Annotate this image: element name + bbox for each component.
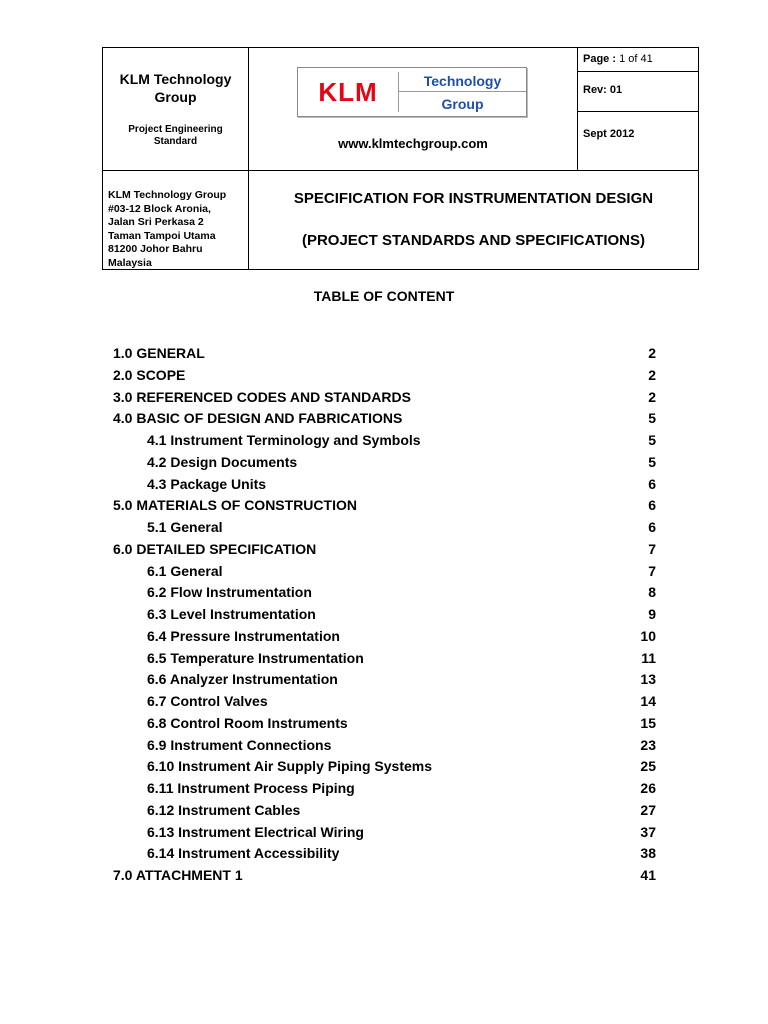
company-name-line2: Group [154,89,197,105]
toc-entry-page: 26 [640,780,656,796]
address-line: Jalan Sri Perkasa 2 [108,216,204,228]
toc-entry-label: 4.1 Instrument Terminology and Symbols [147,432,421,448]
toc-entry [0,541,768,563]
toc-entry-label: 6.11 Instrument Process Piping [147,780,355,796]
toc-entry-page: 23 [640,736,656,753]
toc-entry [0,628,768,650]
standard-type-line1: Project Engineering [128,124,223,135]
toc-entry-label: 6.5 Temperature Instrumentation [147,649,364,666]
toc-entry-label: 6.1 General [147,562,223,579]
toc-entry-label: 6.3 Level Instrumentation [147,606,316,622]
logo-group-text: Group [441,95,484,112]
toc-entry-label: 6.9 Instrument Connections [147,736,332,753]
toc-heading: TABLE OF CONTENT [313,288,455,304]
toc-entry [0,824,768,846]
toc-entry [0,715,768,737]
toc-entry [0,584,768,606]
logo-klm-text: KLM [318,76,378,107]
company-name-line1: KLM Technology [119,71,232,87]
toc-entry-page: 6 [648,519,656,535]
toc-entry [0,758,768,780]
address-line: 81200 Johor Bahru [108,243,203,255]
document-header-table [102,47,699,270]
toc-entry [0,845,768,867]
address-line: Taman Tampoi Utama [108,229,216,242]
header-divider-meta1 [578,71,698,72]
toc-entry-label: 6.13 Instrument Electrical Wiring [147,823,364,840]
page-number [583,53,653,65]
toc-entry-page: 41 [640,867,656,883]
toc-entry [0,410,768,432]
toc-entry-label: 1.0 GENERAL [113,345,205,361]
toc-entry [0,345,768,367]
document-subtitle: (PROJECT STANDARDS AND SPECIFICATIONS) [301,232,646,249]
toc-entry [0,737,768,759]
toc-entry-label: 6.4 Pressure Instrumentation [147,627,340,644]
toc-entry [0,497,768,519]
toc-entry-label: 6.0 DETAILED SPECIFICATION [113,540,317,557]
toc-entry-page: 11 [641,649,656,666]
toc-entry-page: 2 [648,345,656,361]
toc-entry [0,650,768,672]
toc-entry-page: 2 [648,388,656,405]
toc-entry-page: 10 [640,627,656,644]
company-name-block [103,70,248,106]
toc-entry [0,671,768,693]
toc-entry [0,432,768,454]
toc-entry-label: 6.12 Instrument Cables [147,801,301,818]
klm-logo [297,67,527,117]
revision: Rev: 01 [583,84,623,96]
toc-entry-page: 7 [648,540,656,557]
toc-entry-page: 7 [648,562,656,579]
toc-entry-page: 27 [640,801,656,818]
toc-entry-label: 6.14 Instrument Accessibility [147,845,340,862]
toc-entry-page: 9 [648,606,656,622]
toc-entry [0,519,768,541]
toc-entry-page: 15 [640,714,656,731]
toc-entry [0,367,768,389]
logo-technology-text: Technology [423,72,502,89]
header-divider-right [577,48,578,170]
website-url: www.klmtechgroup.com [338,136,488,151]
toc-entry-page: 5 [648,410,656,427]
page-value: 1 of 41 [619,53,653,65]
header-divider-middle [103,170,698,171]
toc-entry-label: 4.0 BASIC OF DESIGN AND FABRICATIONS [113,410,403,427]
toc-entry [0,867,768,889]
toc-entry-page: 2 [648,366,656,383]
address-line: Malaysia [108,256,152,269]
toc-entry-label: 6.10 Instrument Air Supply Piping Systems [147,758,432,775]
toc-entry-label: 5.1 General [147,519,223,535]
toc-entry-label: 6.6 Analyzer Instrumentation [147,671,338,688]
toc-entry-label: 6.8 Control Room Instruments [147,714,348,731]
toc-entry-page: 5 [648,432,656,448]
toc-entry [0,389,768,411]
toc-entry [0,454,768,476]
toc-entry [0,563,768,585]
toc-entry [0,780,768,802]
toc-entry-page: 8 [648,584,656,601]
toc-entry-label: 5.0 MATERIALS OF CONSTRUCTION [113,497,357,514]
toc-entry-page: 13 [640,671,656,688]
standard-type-block [103,124,248,148]
standard-type-line2: Standard [153,136,198,147]
toc-entry-page: 37 [640,823,656,840]
address-line: #03-12 Block Aronia, [108,202,211,215]
toc-entry [0,476,768,498]
toc-entry [0,606,768,628]
toc-entry-label: 6.2 Flow Instrumentation [147,584,312,601]
toc-entry-page: 38 [640,845,656,862]
toc-entry [0,802,768,824]
toc-entry-page: 25 [640,758,656,775]
toc-entry [0,693,768,715]
toc-entry-page: 5 [648,453,656,470]
toc-entry-label: 3.0 REFERENCED CODES AND STANDARDS [113,388,411,405]
toc-entry-label: 7.0 ATTACHMENT 1 [113,867,243,883]
toc-entry-page: 14 [640,693,656,709]
company-address [108,189,248,270]
header-divider-meta2 [578,111,698,112]
toc-entry-label: 4.2 Design Documents [147,453,298,470]
document-title: SPECIFICATION FOR INSTRUMENTATION DESIGN [293,190,654,207]
toc-entry-label: 6.7 Control Valves [147,693,268,709]
toc-entry-label: 4.3 Package Units [147,475,267,492]
page-label: Page : [583,53,617,65]
toc-entry-label: 2.0 SCOPE [113,366,186,383]
toc-entry-page: 6 [648,497,656,514]
issue-date: Sept 2012 [583,128,635,140]
toc-entry-page: 6 [648,475,656,492]
address-line: KLM Technology Group [108,189,227,201]
